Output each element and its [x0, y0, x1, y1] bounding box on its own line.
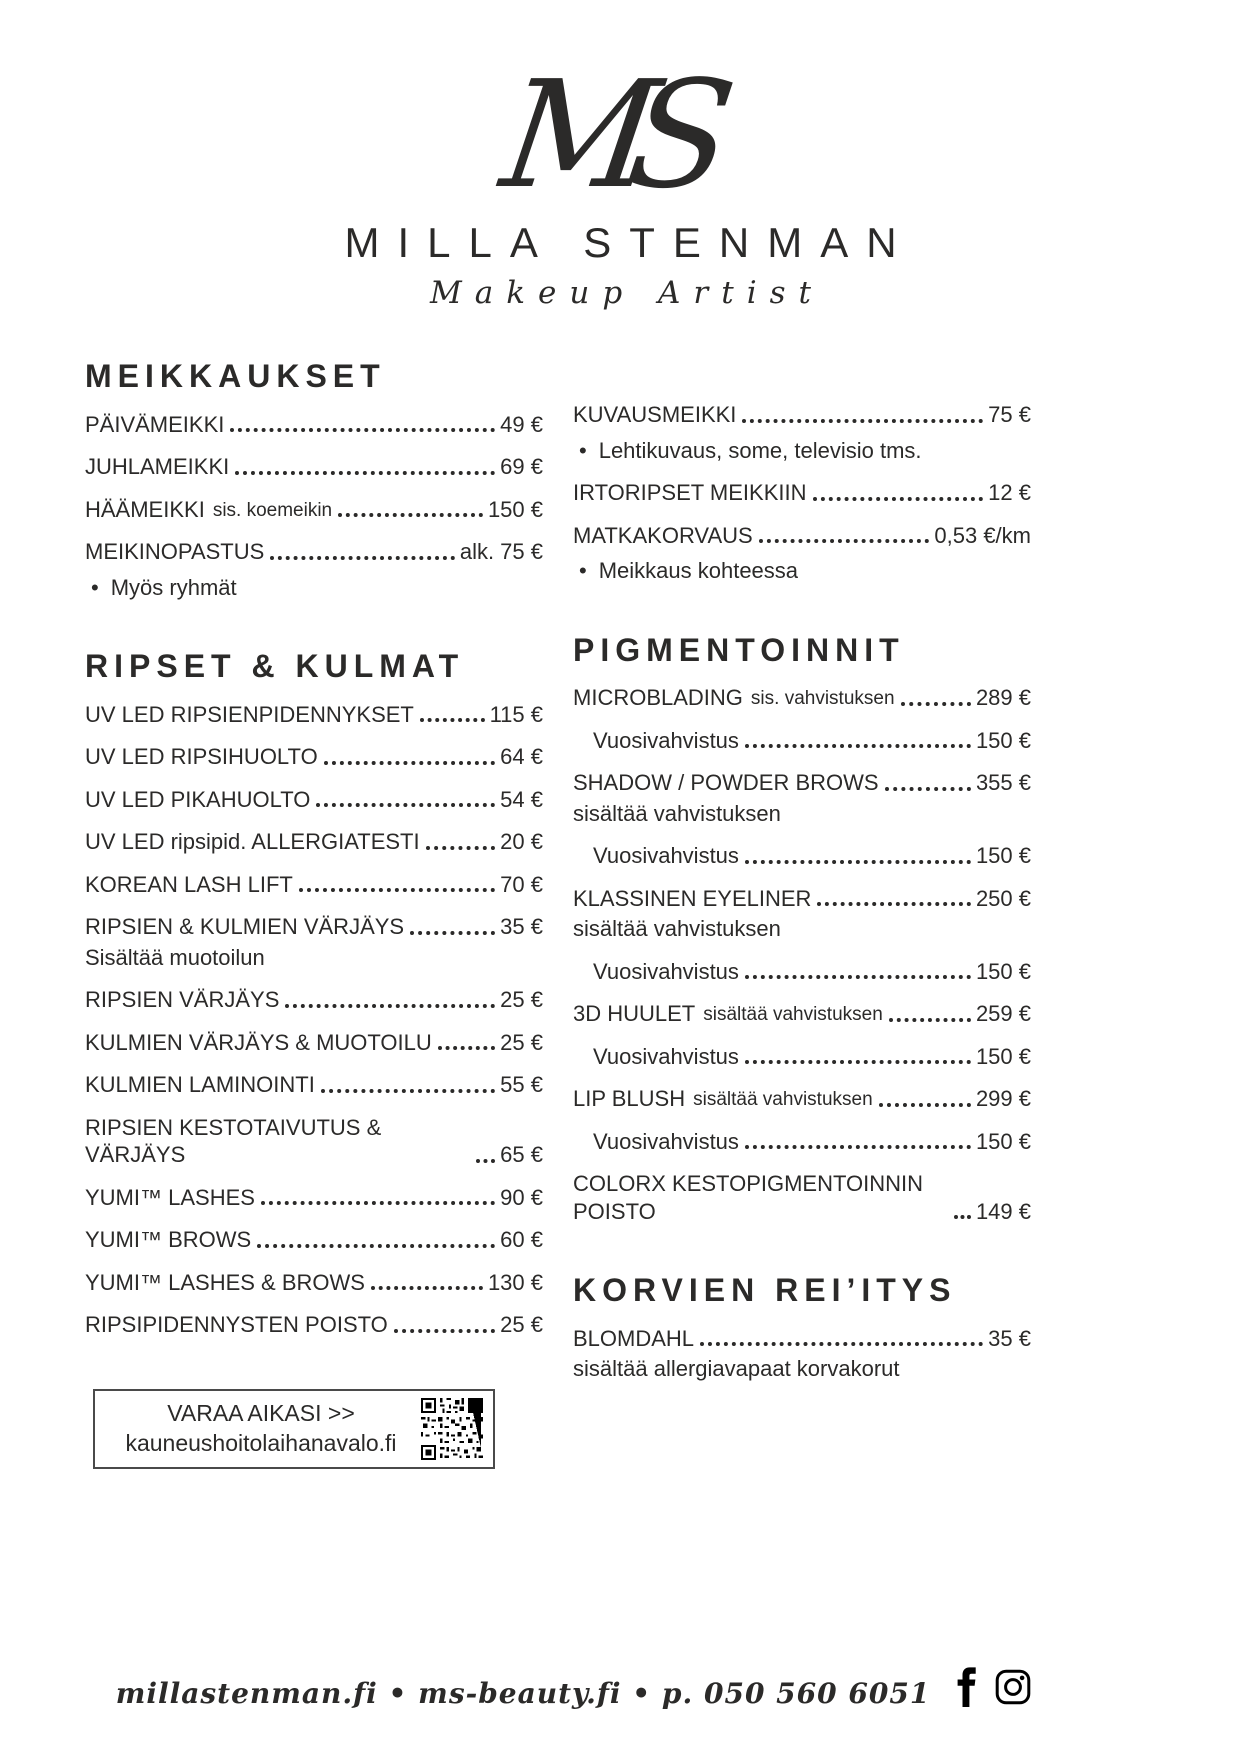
dots-leader — [817, 902, 971, 906]
service-name: 3D HUULET — [573, 1001, 696, 1027]
facebook-icon[interactable] — [955, 1667, 979, 1712]
service-note: sis. vahvistuksen — [750, 688, 895, 710]
dots-leader — [316, 803, 495, 807]
service-name: HÄÄMEIKKI — [85, 496, 205, 522]
price-row — [85, 828, 543, 856]
dots-leader — [426, 846, 496, 850]
dots-leader — [261, 1201, 495, 1205]
service-price: 35 € — [500, 914, 543, 940]
service-bullet: • Meikkaus kohteessa — [573, 557, 1031, 585]
footer-contact-text: millastenman.fi • ms-beauty.fi • p. 050 560 6051 — [115, 1677, 931, 1710]
service-name: Vuosivahvistus — [593, 727, 739, 753]
price-row — [85, 1114, 543, 1169]
dots-leader — [476, 1159, 495, 1163]
service-name: LIP BLUSH — [573, 1086, 686, 1112]
price-row — [85, 1184, 543, 1212]
service-name: UV LED PIKAHUOLTO — [85, 786, 311, 812]
service-name: Vuosivahvistus — [593, 1128, 739, 1154]
service-name: RIPSIEN VÄRJÄYS — [85, 987, 280, 1013]
price-row — [85, 701, 543, 729]
price-row — [85, 1311, 543, 1339]
service-subtext: sisältää vahvistuksen — [573, 800, 781, 826]
price-row — [573, 1085, 1031, 1113]
service-note: sisältää vahvistuksen — [693, 1089, 873, 1111]
price-row — [85, 743, 543, 771]
dots-leader — [394, 1329, 495, 1333]
service-name: YUMI™ LASHES — [85, 1184, 255, 1210]
service-price: 60 € — [500, 1227, 543, 1253]
booking-link-text[interactable] — [101, 1399, 421, 1459]
brand-logo-monogram: MS — [493, 49, 719, 221]
dots-leader — [371, 1286, 483, 1290]
service-price: 64 € — [500, 744, 543, 770]
service-name: KULMIEN VÄRJÄYS & MUOTOILU — [85, 1029, 432, 1055]
service-price: 69 € — [500, 454, 543, 480]
menu-section — [573, 401, 1031, 585]
price-row — [573, 769, 1031, 797]
service-note: sisältää vahvistuksen — [703, 1004, 883, 1026]
service-price: 12 € — [988, 480, 1031, 506]
service-name: RIPSIPIDENNYSTEN POISTO — [85, 1312, 388, 1338]
booking-box — [93, 1389, 495, 1469]
dots-leader — [321, 1089, 495, 1093]
price-row — [593, 842, 1031, 870]
dots-leader — [901, 702, 971, 706]
footer-social-icons — [955, 1667, 1031, 1712]
service-price: 25 € — [500, 987, 543, 1013]
price-row — [85, 538, 543, 566]
brand-name: MILLA STENMAN — [344, 219, 915, 267]
service-name: UV LED ripsipid. ALLERGIATESTI — [85, 829, 420, 855]
dots-leader — [742, 419, 983, 423]
price-row — [85, 453, 543, 481]
price-row — [593, 958, 1031, 986]
dots-leader — [879, 1103, 971, 1107]
menu-column-right — [573, 357, 1031, 1468]
dots-leader — [285, 1004, 495, 1008]
dots-leader — [235, 471, 495, 475]
service-name: PÄIVÄMEIKKI — [85, 411, 225, 437]
price-row — [85, 871, 543, 899]
dots-leader — [745, 1145, 971, 1149]
service-price: 130 € — [487, 1269, 543, 1295]
price-row — [85, 1269, 543, 1297]
dots-leader — [759, 539, 930, 543]
service-name: KLASSINEN EYELINER — [573, 885, 812, 911]
service-name: KOREAN LASH LIFT — [85, 871, 293, 897]
price-row — [85, 1071, 543, 1099]
dots-leader — [410, 931, 495, 935]
price-row — [573, 1170, 1031, 1225]
menu-column-left — [85, 357, 543, 1468]
brand-header — [0, 49, 1241, 312]
service-price: 0,53 €/km — [934, 522, 1031, 548]
price-row — [593, 727, 1031, 755]
service-price: 355 € — [975, 770, 1031, 796]
menu-section — [573, 1271, 1031, 1382]
dots-leader — [299, 888, 495, 892]
price-row — [573, 479, 1031, 507]
dots-leader — [813, 497, 984, 501]
service-price: 25 € — [500, 1312, 543, 1338]
service-price: 150 € — [975, 843, 1031, 869]
dots-leader — [889, 1018, 971, 1022]
service-price: 54 € — [500, 786, 543, 812]
service-price: 49 € — [500, 411, 543, 437]
service-name: JUHLAMEIKKI — [85, 454, 230, 480]
service-price: 75 € — [988, 402, 1031, 428]
dots-leader — [745, 1060, 971, 1064]
service-name: KUVAUSMEIKKI — [573, 402, 737, 428]
booking-url: kauneushoitolaihanavalo.fi — [125, 1429, 397, 1456]
service-note: sis. koemeikin — [212, 499, 333, 521]
price-row — [593, 1128, 1031, 1156]
service-bullet: • Lehtikuvaus, some, televisio tms. — [573, 437, 1031, 465]
price-row — [85, 1226, 543, 1254]
service-name: YUMI™ BROWS — [85, 1227, 252, 1253]
service-subtext: sisältää vahvistuksen — [573, 916, 781, 942]
section-title: PIGMENTOINNIT — [573, 631, 905, 668]
service-price: 20 € — [500, 829, 543, 855]
dots-leader — [745, 975, 971, 979]
service-price: 289 € — [975, 685, 1031, 711]
brand-tagline: Makeup Artist — [430, 275, 824, 312]
service-bullet: • Myös ryhmät — [85, 574, 543, 602]
service-price: alk. 75 € — [459, 539, 543, 565]
service-price: 35 € — [988, 1325, 1031, 1351]
price-row — [85, 786, 543, 814]
service-name: MICROBLADING — [573, 685, 743, 711]
qr-code-icon[interactable] — [421, 1398, 483, 1460]
service-price: 25 € — [500, 1029, 543, 1055]
dots-leader — [954, 1215, 971, 1219]
service-name: RIPSIEN & KULMIEN VÄRJÄYS — [85, 914, 405, 940]
dots-leader — [270, 556, 455, 560]
instagram-icon[interactable] — [995, 1669, 1031, 1710]
service-name: YUMI™ LASHES & BROWS — [85, 1269, 365, 1295]
price-row — [85, 411, 543, 439]
price-row — [85, 986, 543, 1014]
price-row — [573, 1000, 1031, 1028]
service-price: 150 € — [975, 1043, 1031, 1069]
service-price: 149 € — [975, 1198, 1031, 1224]
service-subtext: Sisältää muotoilun — [85, 944, 265, 970]
service-name: UV LED RIPSIENPIDENNYKSET — [85, 701, 414, 727]
price-row — [85, 496, 543, 524]
dots-leader — [885, 787, 971, 791]
service-price: 115 € — [489, 701, 543, 727]
service-name: SHADOW / POWDER BROWS — [573, 770, 879, 796]
price-row — [573, 401, 1031, 429]
service-name: Vuosivahvistus — [593, 1043, 739, 1069]
price-row — [573, 885, 1031, 913]
dots-leader — [230, 428, 495, 432]
dots-leader — [700, 1342, 983, 1346]
booking-cta: VARAA AIKASI >> — [167, 1399, 355, 1426]
service-name: Vuosivahvistus — [593, 958, 739, 984]
service-price: 150 € — [487, 496, 543, 522]
price-row — [573, 522, 1031, 550]
service-price: 65 € — [500, 1142, 543, 1168]
dots-leader — [257, 1244, 495, 1248]
service-name: RIPSIEN KESTOTAIVUTUS & VÄRJÄYS — [85, 1114, 382, 1168]
menu-section — [85, 357, 543, 601]
service-name: UV LED RIPSIHUOLTO — [85, 744, 318, 770]
service-price: 150 € — [975, 1128, 1031, 1154]
service-price: 299 € — [975, 1086, 1031, 1112]
section-title: RIPSET & KULMAT — [85, 648, 465, 685]
dots-leader — [438, 1046, 495, 1050]
dots-leader — [420, 718, 485, 722]
menu-content — [85, 357, 1031, 1468]
dots-leader — [745, 744, 971, 748]
service-name: KULMIEN LAMINOINTI — [85, 1072, 315, 1098]
price-row — [85, 1029, 543, 1057]
service-price: 70 € — [500, 871, 543, 897]
dots-leader — [324, 761, 495, 765]
service-price: 250 € — [975, 885, 1031, 911]
service-name: COLORX KESTOPIGMENTOINNIN POISTO — [573, 1171, 924, 1224]
service-name: Vuosivahvistus — [593, 843, 739, 869]
service-price: 150 € — [975, 958, 1031, 984]
price-row — [593, 1043, 1031, 1071]
dots-leader — [745, 860, 971, 864]
menu-section — [85, 647, 543, 1338]
service-name: IRTORIPSET MEIKKIIN — [573, 480, 807, 506]
service-name: MATKAKORVAUS — [573, 522, 753, 548]
dots-leader — [338, 513, 483, 517]
service-price: 259 € — [975, 1001, 1031, 1027]
price-row — [573, 684, 1031, 712]
service-price: 55 € — [500, 1072, 543, 1098]
price-row — [573, 1325, 1031, 1353]
page-footer — [85, 1658, 1031, 1714]
price-row — [85, 913, 543, 941]
service-price: 90 € — [500, 1184, 543, 1210]
section-title: MEIKKAUKSET — [85, 358, 386, 395]
service-price: 150 € — [975, 727, 1031, 753]
menu-section — [573, 631, 1031, 1225]
service-subtext: sisältää allergiavapaat korvakorut — [573, 1356, 900, 1382]
service-name: MEIKINOPASTUS — [85, 539, 265, 565]
service-name: BLOMDAHL — [573, 1325, 695, 1351]
section-title: KORVIEN REI’ITYS — [573, 1272, 957, 1309]
